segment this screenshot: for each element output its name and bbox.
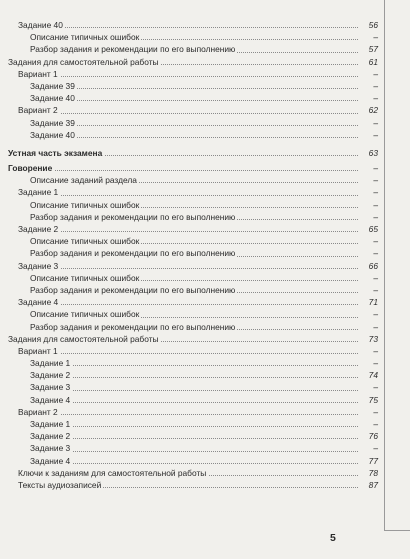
toc-dot-leader	[18, 268, 364, 269]
toc-entry	[0, 369, 384, 381]
toc-dot-leader	[30, 137, 364, 138]
toc-entry	[0, 442, 384, 454]
toc-entry-page: –	[358, 68, 378, 80]
toc-entry	[0, 211, 384, 223]
toc-entry-label: Вариант 2	[18, 105, 58, 116]
toc-entry-page: –	[358, 442, 378, 454]
toc-entry-page: –	[358, 272, 378, 284]
toc-dot-leader	[30, 451, 364, 452]
toc-dot-leader	[18, 304, 364, 305]
toc-entry-label: Задание 1	[18, 187, 59, 198]
toc-entry-label: Говорение	[8, 163, 53, 174]
toc-entry	[0, 43, 384, 55]
toc-entry	[0, 174, 384, 186]
toc-entry-page: –	[358, 174, 378, 186]
toc-entry-label: Задание 3	[30, 382, 71, 393]
toc-dot-leader	[30, 402, 364, 403]
toc-dot-leader	[30, 390, 364, 391]
toc-entry-label: Разбор задания и рекомендации по его выполнению	[30, 248, 236, 259]
toc-entry-page: 62	[358, 104, 378, 116]
toc-entry	[0, 272, 384, 284]
toc-entry	[0, 260, 384, 272]
toc-entry	[0, 418, 384, 430]
toc-dot-leader	[18, 113, 364, 114]
toc-entry	[0, 19, 384, 31]
toc-entry-page: 76	[358, 430, 378, 442]
toc-entry-page: –	[358, 117, 378, 129]
toc-entry-page: 71	[358, 296, 378, 308]
toc-entry-label: Описание типичных ошибок	[30, 32, 140, 43]
toc-entry	[0, 284, 384, 296]
toc-entry-page: –	[358, 418, 378, 430]
toc-entry-page: –	[358, 308, 378, 320]
toc-entry-page: –	[358, 247, 378, 259]
toc-entry-page: 61	[358, 56, 378, 68]
toc-entry-label: Задание 1	[30, 358, 71, 369]
toc-entry	[0, 223, 384, 235]
toc-dot-leader	[30, 100, 364, 101]
toc-entry-page: –	[358, 357, 378, 369]
toc-entry-label: Задание 4	[30, 394, 71, 405]
toc-dot-leader	[30, 438, 364, 439]
toc-entry-page: 56	[358, 19, 378, 31]
toc-entry-label: Задание 1	[30, 419, 71, 429]
toc-dot-leader	[30, 463, 364, 464]
toc-entry-label: Задание 2	[30, 431, 71, 442]
toc-entry-page: –	[358, 211, 378, 223]
toc-entry-label: Описание заданий раздела	[30, 175, 137, 186]
toc-dot-leader	[18, 414, 364, 415]
toc-entry-label: Задания для самостоятельной работы	[8, 333, 159, 344]
page-border-vertical	[384, 0, 385, 530]
toc-entry	[0, 345, 384, 357]
toc-entry-page: –	[358, 92, 378, 104]
toc-entry-label: Разбор задания и рекомендации по его выполнению	[30, 284, 236, 295]
toc-entry	[0, 31, 384, 43]
toc-entry	[0, 129, 384, 141]
toc-entry-page: –	[358, 31, 378, 43]
toc-entry-label: Ключи к заданиям для самостоятельной работы	[18, 467, 207, 478]
toc-entry-page: 65	[358, 223, 378, 235]
toc-entry	[0, 430, 384, 442]
toc-entry	[0, 162, 384, 174]
toc-entry-page: 63	[358, 147, 378, 159]
toc-entry-page: –	[358, 162, 378, 174]
toc-dot-leader	[18, 27, 364, 28]
toc-dot-leader	[30, 365, 364, 366]
toc-entry-label: Задание 2	[30, 370, 71, 381]
page-number: 5	[330, 532, 336, 544]
toc-entry-page: 73	[358, 333, 378, 345]
toc-entry-label: Разбор задания и рекомендации по его выполнению	[30, 44, 236, 55]
toc-entry-page: 74	[358, 369, 378, 381]
toc-entry	[0, 308, 384, 320]
toc-entry-page: 75	[358, 394, 378, 406]
toc-entry	[0, 381, 384, 393]
toc-dot-leader	[18, 76, 364, 77]
toc-entry	[0, 186, 384, 198]
toc-entry	[0, 467, 384, 479]
toc-entry-label: Вариант 2	[18, 406, 58, 417]
toc-dot-leader	[30, 377, 364, 378]
toc-entry-label: Задание 4	[30, 455, 71, 466]
toc-entry	[0, 147, 384, 159]
toc-entry-label: Описание типичных ошибок	[30, 236, 140, 247]
toc-entry-page: 66	[358, 260, 378, 272]
toc-entry	[0, 104, 384, 116]
table-of-contents	[0, 19, 384, 491]
toc-entry-label: Задание 2	[18, 224, 59, 234]
toc-entry-page: –	[358, 284, 378, 296]
toc-entry-page: –	[358, 199, 378, 211]
toc-entry	[0, 479, 384, 491]
toc-dot-leader	[30, 426, 364, 427]
toc-entry-label: Вариант 1	[18, 68, 58, 79]
toc-entry-page: –	[358, 186, 378, 198]
toc-entry	[0, 235, 384, 247]
toc-dot-leader	[18, 231, 364, 232]
toc-entry	[0, 56, 384, 68]
toc-entry-page: –	[358, 345, 378, 357]
toc-entry-page: –	[358, 406, 378, 418]
toc-entry-label: Тексты аудиозаписей	[18, 479, 102, 490]
toc-entry	[0, 296, 384, 308]
toc-entry-label: Описание типичных ошибок	[30, 309, 140, 320]
toc-entry-page: –	[358, 321, 378, 333]
toc-entry	[0, 333, 384, 345]
toc-entry	[0, 199, 384, 211]
toc-entry-label: Задание 39	[30, 117, 75, 128]
toc-entry-page: –	[358, 80, 378, 92]
toc-dot-leader	[18, 353, 364, 354]
toc-entry	[0, 247, 384, 259]
toc-dot-leader	[30, 88, 364, 89]
toc-dot-leader	[18, 195, 364, 196]
toc-entry-page: 78	[358, 467, 378, 479]
toc-entry	[0, 117, 384, 129]
toc-dot-leader	[8, 170, 364, 171]
toc-entry-label: Разбор задания и рекомендации по его выполнению	[30, 211, 236, 222]
toc-entry	[0, 357, 384, 369]
toc-entry-label: Задание 3	[30, 443, 71, 454]
toc-entry	[0, 321, 384, 333]
toc-entry-label: Задание 3	[18, 260, 59, 271]
toc-entry	[0, 68, 384, 80]
toc-entry-page: –	[358, 381, 378, 393]
toc-entry-label: Задания для самостоятельной работы	[8, 56, 159, 67]
toc-entry-label: Описание типичных ошибок	[30, 272, 140, 283]
toc-entry-page: 57	[358, 43, 378, 55]
toc-entry	[0, 455, 384, 467]
toc-entry-page: 87	[358, 479, 378, 491]
toc-entry	[0, 406, 384, 418]
toc-dot-leader	[30, 125, 364, 126]
toc-entry-label: Устная часть экзамена	[8, 147, 103, 158]
toc-entry-label: Задание 4	[18, 297, 59, 308]
toc-entry	[0, 394, 384, 406]
toc-entry-label: Описание типичных ошибок	[30, 199, 140, 210]
toc-entry	[0, 92, 384, 104]
toc-entry-page: –	[358, 129, 378, 141]
page-border-horizontal	[384, 530, 410, 531]
toc-entry-page: 77	[358, 455, 378, 467]
toc-entry-label: Задание 39	[30, 80, 75, 91]
toc-entry-label: Вариант 1	[18, 345, 58, 356]
toc-entry-label: Задание 40	[30, 93, 75, 104]
toc-entry-page: –	[358, 235, 378, 247]
toc-entry-label: Разбор задания и рекомендации по его выполнению	[30, 321, 236, 332]
toc-entry-label: Задание 40	[30, 129, 75, 140]
toc-entry	[0, 80, 384, 92]
toc-entry-label: Задание 40	[18, 20, 63, 30]
